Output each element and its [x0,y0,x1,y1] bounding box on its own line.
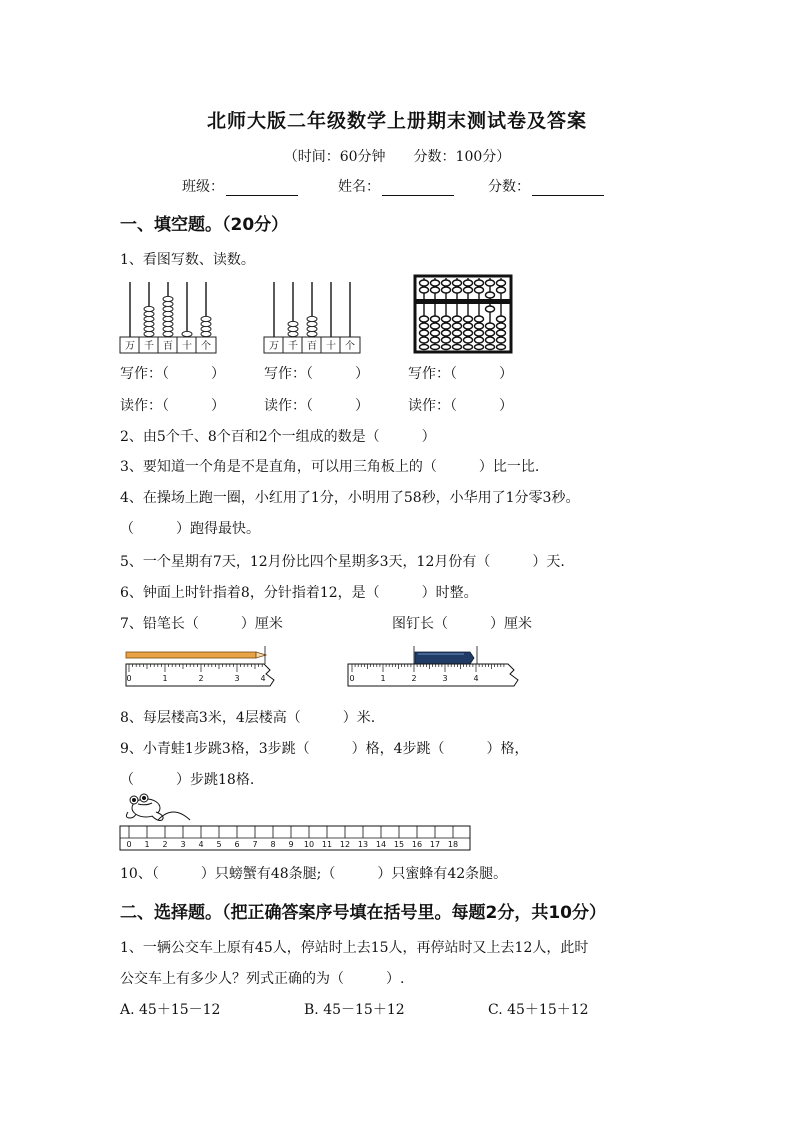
counting-frame-2 [262,280,362,355]
question-9: 9、小青蛙1步跳3格，3步跳（ ）格，4步跳（ ）格， [120,741,529,757]
name-label: 姓名： [338,179,380,195]
numberline-tick-1: 1 [144,840,150,849]
pencil-ruler [124,644,294,690]
pencil-ruler-tick-0: 0 [126,674,132,683]
frog-number-line [118,794,474,856]
question-7-pencil: 7、铅笔长（ ）厘米 [120,616,283,632]
section2-heading: 二、选择题。（把正确答案序号填在括号里。每题2分，共10分） [120,903,606,923]
numberline-tick-8: 8 [270,840,276,849]
read-answer-2[interactable]: 读作：（ ） [264,398,369,414]
question-6: 6、钟面上时针指着8，分针指着12，是（ ）时整。 [120,585,478,601]
question-9-answer: （ ）步跳18格. [120,772,255,788]
suanpan-abacus [414,275,512,353]
abacus2-label-qian: 千 [288,341,298,352]
pushpin-ruler-tick-0: 0 [349,674,355,683]
option-b[interactable]: B. 45－15＋12 [304,1002,405,1018]
choice-question-1: 1、一辆公交车上原有45人，停站时上去15人，再停站时又上去12人，此时 [120,940,589,956]
numberline-tick-16: 16 [411,840,423,849]
numberline-tick-12: 12 [339,840,351,849]
read-answer-3[interactable]: 读作：（ ） [408,398,513,414]
abacus2-label-shi: 十 [326,341,336,352]
numberline-tick-13: 13 [357,840,369,849]
pencil-ruler-tick-4: 4 [260,674,266,683]
question-4: 4、在操场上跑一圈，小红用了1分，小明用了58秒，小华用了1分零3秒。 [120,490,580,506]
section1-heading: 一、填空题。（20分） [120,215,289,235]
numberline-tick-9: 9 [288,840,294,849]
pushpin-ruler [346,644,521,690]
numberline-tick-7: 7 [252,840,258,849]
abacus1-label-bai: 百 [163,341,173,352]
abacus1-label-shi: 十 [182,341,192,352]
frog-icon [126,794,163,821]
name-field[interactable] [338,176,454,196]
score-field[interactable] [488,176,604,196]
abacus1-label-ge: 个 [201,341,211,352]
pencil-ruler-tick-2: 2 [198,674,204,683]
score-blank[interactable] [532,181,604,196]
class-field[interactable] [182,176,298,196]
question-5: 5、一个星期有7天，12月份比四个星期多3天，12月份有（ ）天. [120,554,565,570]
page-title: 北师大版二年级数学上册期末测试卷及答案 [206,110,587,132]
abacus1-label-qian: 千 [144,341,154,352]
question-3: 3、要知道一个角是不是直角，可以用三角板上的（ ）比一比. [120,459,540,475]
exam-subtitle: （时间：60分钟 分数：100分） [283,149,511,165]
choice-question-1-cont: 公交车上有多少人？列式正确的为（ ）. [120,971,405,987]
question-1: 1、看图写数、读数。 [120,252,255,268]
name-blank[interactable] [382,181,454,196]
write-answer-3[interactable]: 写作：（ ） [408,366,513,382]
score-label: 分数： [488,179,530,195]
question-2: 2、由5个千、8个百和2个一组成的数是（ ） [120,429,436,445]
numberline-tick-3: 3 [180,840,186,849]
class-label: 班级： [182,179,224,195]
numberline-tick-17: 17 [429,840,441,849]
read-answer-1[interactable]: 读作：（ ） [120,398,225,414]
numberline-tick-0: 0 [126,840,132,849]
question-7-pushpin: 图钉长（ ）厘米 [392,616,532,632]
abacus2-label-bai: 百 [307,341,317,352]
question-8: 8、每层楼高3米，4层楼高（ ）米. [120,710,376,726]
option-a[interactable]: A. 45＋15－12 [120,1002,221,1018]
write-answer-1[interactable]: 写作：（ ） [120,366,225,382]
abacus2-label-ge: 个 [345,341,355,352]
question-4-answer: （ ）跑得最快。 [120,521,260,537]
abacus2-label-wan: 万 [269,341,279,352]
write-answer-2[interactable]: 写作：（ ） [264,366,369,382]
class-blank[interactable] [226,181,298,196]
numberline-tick-18: 18 [447,840,459,849]
numberline-tick-4: 4 [198,840,204,849]
pushpin-ruler-tick-3: 3 [442,674,448,683]
numberline-tick-2: 2 [162,840,168,849]
numberline-tick-5: 5 [216,840,222,849]
numberline-tick-10: 10 [303,840,315,849]
pencil-ruler-tick-1: 1 [162,674,168,683]
pushpin-ruler-tick-2: 2 [411,674,417,683]
numberline-tick-15: 15 [393,840,405,849]
option-c[interactable]: C. 45＋15＋12 [488,1002,589,1018]
counting-frame-1 [118,280,218,355]
pushpin-ruler-tick-4: 4 [473,674,479,683]
pushpin-ruler-tick-1: 1 [380,674,386,683]
abacus1-label-wan: 万 [125,341,135,352]
numberline-tick-14: 14 [375,840,387,849]
pencil-ruler-tick-3: 3 [234,674,240,683]
numberline-tick-11: 11 [321,840,333,849]
numberline-tick-6: 6 [234,840,240,849]
question-10: 10、（ ）只螃蟹有48条腿;（ ）只蜜蜂有42条腿。 [120,866,508,882]
